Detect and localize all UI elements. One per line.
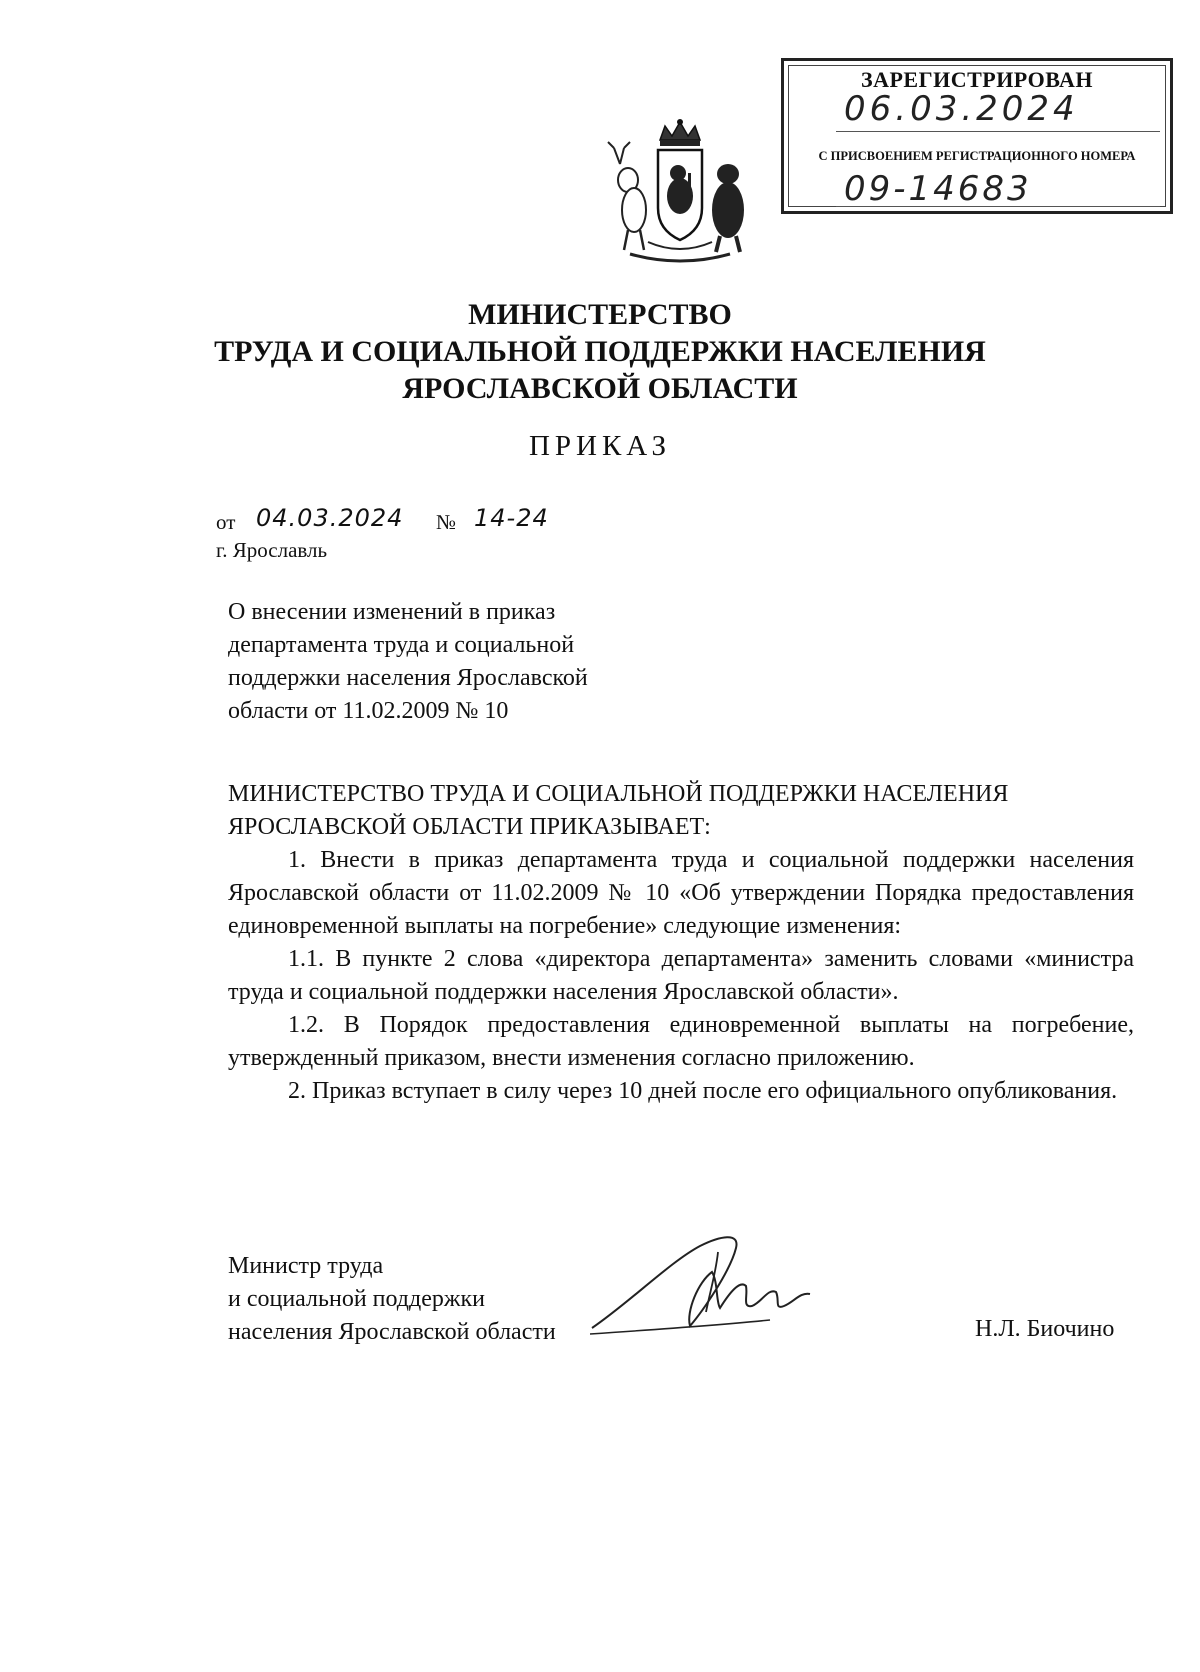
stamp-registration-number: 09-14683 <box>844 169 1032 209</box>
signatory-title-line: Министр труда <box>228 1253 384 1279</box>
handwritten-signature <box>590 1222 870 1342</box>
declaration-line: МИНИСТЕРСТВО ТРУДА И СОЦИАЛЬНОЙ ПОДДЕРЖКИ НАСЕЛЕНИЯ <box>228 781 1009 807</box>
signatory-title-line: населения Ярославской области <box>228 1319 556 1345</box>
order-paragraphs <box>228 844 1134 1108</box>
registration-stamp <box>781 58 1173 214</box>
ministry-header-line1: МИНИСТЕРСТВО <box>468 298 732 331</box>
signatory-title-line: и социальной поддержки <box>228 1286 485 1312</box>
ministry-declaration <box>228 778 1134 844</box>
order-date: 04.03.2024 <box>256 504 404 532</box>
order-subject <box>228 596 748 728</box>
subject-line: департамента труда и социальной <box>228 632 575 658</box>
ministry-header-line3: ЯРОСЛАВСКОЙ ОБЛАСТИ <box>402 372 798 405</box>
stamp-date: 06.03.2024 <box>844 89 1079 129</box>
signatory-title <box>228 1250 556 1349</box>
document-type-title: ПРИКАЗ <box>528 430 672 462</box>
signatory-name: Н.Л. Биочино <box>975 1316 1115 1342</box>
declaration-line: ЯРОСЛАВСКОЙ ОБЛАСТИ ПРИКАЗЫВАЕТ: <box>228 814 711 840</box>
ministry-header-line2: ТРУДА И СОЦИАЛЬНОЙ ПОДДЕРЖКИ НАСЕЛЕНИЯ <box>214 335 986 368</box>
order-number: 14-24 <box>474 504 549 532</box>
subject-line: области от 11.02.2009 № 10 <box>228 698 509 724</box>
stamp-title: ЗАРЕГИСТРИРОВАН <box>860 67 1094 92</box>
number-prefix: № <box>436 510 457 534</box>
yaroslavl-coat-of-arms-icon <box>600 118 760 268</box>
city: г. Ярославль <box>216 538 328 562</box>
subject-line: поддержки населения Ярославской <box>228 665 588 691</box>
subject-line: О внесении изменений в приказ <box>228 599 556 625</box>
order-paragraph: 1.2. В Порядок предоставления единовременной выплаты на погребение, утвержденный приказом, внести изменения согласно приложению. <box>228 1012 1134 1071</box>
stamp-subtitle: С ПРИСВОЕНИЕМ РЕГИСТРАЦИОННОГО НОМЕРА <box>818 149 1136 163</box>
date-prefix: от <box>216 510 236 534</box>
order-paragraph: 1.1. В пункте 2 слова «директора департамента» заменить словами «министра труда и социальной поддержки населения Ярославской области». <box>228 946 1134 1005</box>
stamp-divider <box>836 206 1160 207</box>
order-paragraph: 2. Приказ вступает в силу через 10 дней после его официального опубликования. <box>288 1078 1118 1104</box>
stamp-divider <box>836 131 1160 132</box>
order-paragraph: 1. Внести в приказ департамента труда и социальной поддержки населения Ярославской области от 11.02.2009 № 10 «Об утверждении Порядка предоставления единовременной выплаты на погребение» следующие изменения: <box>228 847 1134 939</box>
